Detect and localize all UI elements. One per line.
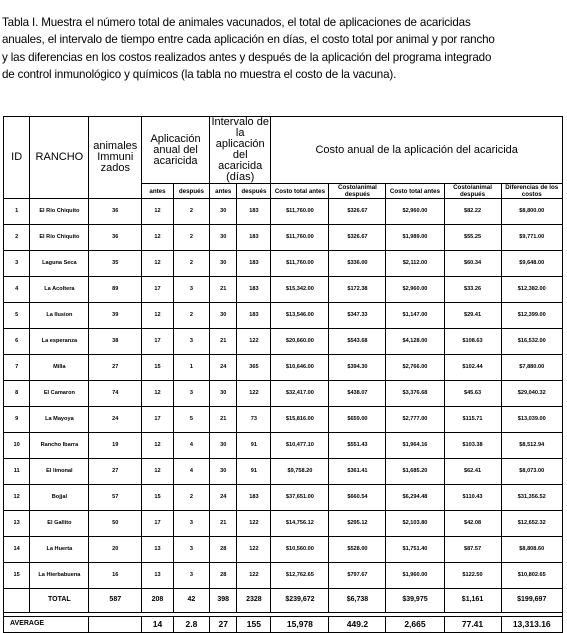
table-cell: $1,989.00: [386, 225, 444, 251]
table-cell: $1,685.20: [386, 459, 444, 485]
table-cell: $10,477.10: [271, 433, 329, 459]
table-cell: $4,128.00: [386, 329, 444, 355]
table-cell: 2328: [237, 589, 271, 613]
table-cell: $39,975: [386, 589, 444, 613]
table-cell: 27: [210, 617, 237, 633]
table-cell: 2.8: [173, 617, 209, 633]
table-cell: 30: [210, 251, 237, 277]
table-cell: 21: [210, 407, 237, 433]
table-cell: 21: [210, 329, 237, 355]
table-cell: 91: [237, 433, 271, 459]
table-cell: 4: [173, 433, 209, 459]
table-cell: 91: [237, 459, 271, 485]
table-cell: $45.63: [444, 381, 501, 407]
rancho-name-cell: Bojjal: [30, 485, 89, 511]
table-cell: $14,756.12: [271, 511, 329, 537]
table-cell: 2: [173, 251, 209, 277]
table-cell: 365: [237, 355, 271, 381]
table-cell: $10,802.65: [501, 563, 563, 589]
table-cell: $37,651.00: [271, 485, 329, 511]
table-cell: 3: [173, 381, 209, 407]
table-cell: $2,960.00: [386, 199, 444, 225]
table-cell: $6,294.48: [386, 485, 444, 511]
table-cell: 13: [142, 563, 174, 589]
table-cell: 183: [237, 225, 271, 251]
table-cell: 28: [210, 563, 237, 589]
table-cell: 15: [142, 485, 174, 511]
table-row: [4, 355, 563, 381]
table-cell: 74: [89, 381, 142, 407]
table-cell: $1,964.16: [386, 433, 444, 459]
table-cell: $199,697: [501, 589, 563, 613]
table-cell: 3: [173, 511, 209, 537]
table-cell: $32,417.00: [271, 381, 329, 407]
table-cell: $9,771.00: [501, 225, 563, 251]
table-cell: 12: [142, 225, 174, 251]
table-cell: $172.38: [329, 277, 386, 303]
table-cell: $16,532.00: [501, 329, 563, 355]
table-cell: 14: [4, 537, 30, 563]
table-cell: $11,760.00: [271, 225, 329, 251]
table-cell: $7,880.00: [501, 355, 563, 381]
table-cell: $239,672: [271, 589, 329, 613]
table-cell: $115.71: [444, 407, 501, 433]
table-cell: $2,777.00: [386, 407, 444, 433]
table-cell: 2,665: [386, 617, 444, 633]
table-cell: $29,040.32: [501, 381, 563, 407]
subheader-despues: después: [173, 184, 209, 199]
table-cell: 3: [4, 251, 30, 277]
table-cell: 155: [237, 617, 271, 633]
table-cell: 3: [173, 563, 209, 589]
rancho-name-cell: El limonal: [30, 459, 89, 485]
table-caption: [2, 14, 564, 83]
table-cell: $8,800.00: [501, 199, 563, 225]
table-cell: $361.41: [329, 459, 386, 485]
table-cell: 30: [210, 199, 237, 225]
table-cell: $326.67: [329, 225, 386, 251]
caption-line: Tabla I. Muestra el número total de animales vacunados, el total de aplicaciones de acaricidas: [2, 16, 471, 29]
table-cell: 42: [173, 589, 209, 613]
table-cell: 17: [142, 277, 174, 303]
table-cell: $12,762.65: [271, 563, 329, 589]
table-cell: $12,382.00: [501, 277, 563, 303]
subheader-costo-animal-despues: Costo/animal después: [444, 184, 501, 199]
average-row: [4, 617, 563, 633]
table-cell: 21: [210, 511, 237, 537]
table-cell: $29.41: [444, 303, 501, 329]
table-cell: $1,960.00: [386, 563, 444, 589]
table-cell: 20: [89, 537, 142, 563]
table-cell: $8,073.00: [501, 459, 563, 485]
subheader-despues: después: [237, 184, 271, 199]
table-cell: 183: [237, 251, 271, 277]
table-cell: $55.25: [444, 225, 501, 251]
table-cell: 2: [173, 303, 209, 329]
table-cell: 30: [210, 225, 237, 251]
table-cell: $110.43: [444, 485, 501, 511]
table-cell: $326.67: [329, 199, 386, 225]
table-cell: $12,652.32: [501, 511, 563, 537]
table-cell: 5: [4, 303, 30, 329]
table-cell: [4, 589, 30, 613]
table-cell: 5: [173, 407, 209, 433]
table-cell: $122.50: [444, 563, 501, 589]
table-cell: $543.68: [329, 329, 386, 355]
header-aplicacion: Aplicación anual del acaricida: [142, 117, 210, 184]
table-cell: 208: [142, 589, 174, 613]
table-cell: 122: [237, 563, 271, 589]
subheader-antes: antes: [210, 184, 237, 199]
table-cell: 12: [4, 485, 30, 511]
table-cell: 2: [173, 225, 209, 251]
table-cell: $6,738: [329, 589, 386, 613]
table-cell: $551.43: [329, 433, 386, 459]
table-cell: $11,760.00: [271, 199, 329, 225]
table-cell: 30: [210, 303, 237, 329]
table-cell: $15,816.00: [271, 407, 329, 433]
table-cell: 12: [142, 199, 174, 225]
table-cell: $60.34: [444, 251, 501, 277]
rancho-name-cell: El Gallito: [30, 511, 89, 537]
table-cell: 39: [89, 303, 142, 329]
table-cell: $11,760.00: [271, 251, 329, 277]
table-cell: 17: [142, 511, 174, 537]
table-row: [4, 459, 563, 485]
table-cell: $13,546.00: [271, 303, 329, 329]
rancho-name-cell: La Acoltera: [30, 277, 89, 303]
table-cell: $1,147.00: [386, 303, 444, 329]
table-cell: $108.63: [444, 329, 501, 355]
rancho-name-cell: La Ilusion: [30, 303, 89, 329]
table-cell: 30: [210, 459, 237, 485]
table-cell: 24: [210, 355, 237, 381]
table-cell: 73: [237, 407, 271, 433]
table-cell: $2,766.00: [386, 355, 444, 381]
table-cell: 13,313.16: [501, 617, 563, 633]
table-cell: 77.41: [444, 617, 501, 633]
table-cell: 24: [89, 407, 142, 433]
caption-line: y las diferencias en los costos realizados antes y después de la aplicación del programa integrado: [2, 50, 492, 64]
table-cell: 11: [4, 459, 30, 485]
table-cell: 17: [142, 407, 174, 433]
table-cell: $2,112.00: [386, 251, 444, 277]
table-cell: 122: [237, 381, 271, 407]
table-cell: 8: [4, 381, 30, 407]
table-row: [4, 511, 563, 537]
rancho-name-cell: El Camaron: [30, 381, 89, 407]
rancho-name-cell: La Huerta: [30, 537, 89, 563]
table-cell: $33.26: [444, 277, 501, 303]
table-cell: 38: [89, 329, 142, 355]
table-cell: 30: [210, 381, 237, 407]
caption-line: de control inmunológico y químicos (la tabla no muestra el costo de la vacuna).: [2, 67, 397, 81]
table-cell: 19: [89, 433, 142, 459]
table-cell: $42.08: [444, 511, 501, 537]
rancho-name-cell: La esperanza: [30, 329, 89, 355]
table-row: [4, 303, 563, 329]
table-cell: $2,960.00: [386, 277, 444, 303]
table-cell: 15: [142, 355, 174, 381]
table-cell: 1: [173, 355, 209, 381]
table-row: [4, 381, 563, 407]
table-cell: 1: [4, 199, 30, 225]
subheader-antes: antes: [142, 184, 174, 199]
table-cell: 89: [89, 277, 142, 303]
table-cell: 27: [89, 459, 142, 485]
table-cell: $659.00: [329, 407, 386, 433]
table-cell: $10,560.00: [271, 537, 329, 563]
table-cell: 4: [173, 459, 209, 485]
table-cell: $82.22: [444, 199, 501, 225]
header-costo: Costo anual de la aplicación del acaricida: [271, 117, 563, 184]
subheader-diferencias: Diferencias de los costos: [501, 184, 563, 199]
subheader-costo-total-antes: Costo total antes: [386, 184, 444, 199]
table-cell: $1,161: [444, 589, 501, 613]
table-row: [4, 225, 563, 251]
table-cell: 6: [4, 329, 30, 355]
total-row: [4, 589, 563, 613]
table-row: [4, 199, 563, 225]
table-row: [4, 407, 563, 433]
table-row: [4, 251, 563, 277]
table-cell: $660.54: [329, 485, 386, 511]
table-cell: 28: [210, 537, 237, 563]
table-row: [4, 485, 563, 511]
table-cell: 183: [237, 199, 271, 225]
table-cell: 2: [4, 225, 30, 251]
table-cell: [89, 617, 142, 633]
table-cell: 57: [89, 485, 142, 511]
table-cell: $62.41: [444, 459, 501, 485]
table-cell: 449.2: [329, 617, 386, 633]
table-row: [4, 563, 563, 589]
table-cell: $13,039.00: [501, 407, 563, 433]
table-cell: $10,646.00: [271, 355, 329, 381]
table-cell: 15,978: [271, 617, 329, 633]
table-cell: 12: [142, 459, 174, 485]
table-cell: $2,103.80: [386, 511, 444, 537]
rancho-name-cell: El Río Chiquito: [30, 199, 89, 225]
table-cell: 36: [89, 225, 142, 251]
table-cell: 183: [237, 303, 271, 329]
table-cell: $20,660.00: [271, 329, 329, 355]
table-cell: 183: [237, 277, 271, 303]
table-cell: 12: [142, 433, 174, 459]
vaccination-cost-table: [3, 116, 563, 633]
table-cell: $394.30: [329, 355, 386, 381]
rancho-name-cell: La Mayoya: [30, 407, 89, 433]
subheader-costo-animal-despues: Costo/animal después: [329, 184, 386, 199]
table-cell: 4: [4, 277, 30, 303]
header-intervalo: Intervalo de la aplicación del acaricida (días): [211, 116, 269, 183]
table-cell: $3,376.68: [386, 381, 444, 407]
table-cell: $103.38: [444, 433, 501, 459]
table-cell: $1,751.40: [386, 537, 444, 563]
table-cell: 16: [89, 563, 142, 589]
table-cell: $347.33: [329, 303, 386, 329]
header-id: ID: [4, 117, 30, 199]
header-rancho: RANCHO: [30, 117, 89, 199]
table-cell: 21: [210, 277, 237, 303]
table-cell: 50: [89, 511, 142, 537]
table-cell: 2: [173, 485, 209, 511]
table-cell: 122: [237, 329, 271, 355]
table-cell: 3: [173, 277, 209, 303]
caption-line: anuales, el intervalo de tiempo entre cada aplicación en días, el costo total por animal y por rancho: [2, 33, 495, 47]
table-cell: $528.00: [329, 537, 386, 563]
table-cell: $336.00: [329, 251, 386, 277]
table-cell: 398: [210, 589, 237, 613]
subheader-costo-total-antes: Costo total antes: [271, 184, 329, 199]
table-cell: 12: [142, 251, 174, 277]
table-cell: $12,399.00: [501, 303, 563, 329]
table-cell: 14: [142, 617, 174, 633]
table-cell: 12: [142, 303, 174, 329]
table-cell: 17: [142, 329, 174, 355]
table-cell: $102.44: [444, 355, 501, 381]
table-cell: $9,758.20: [271, 459, 329, 485]
table-row: [4, 433, 563, 459]
table-row: [4, 277, 563, 303]
table-cell: $15,342.00: [271, 277, 329, 303]
average-label: AVERAGE: [4, 617, 89, 633]
table-cell: 10: [4, 433, 30, 459]
rancho-name-cell: Rancho Ibarra: [30, 433, 89, 459]
table-row: [4, 329, 563, 355]
table-cell: $797.67: [329, 563, 386, 589]
table-cell: 2: [173, 199, 209, 225]
table-cell: 587: [89, 589, 142, 613]
rancho-name-cell: Milla: [30, 355, 89, 381]
table-cell: 7: [4, 355, 30, 381]
table-cell: 15: [4, 563, 30, 589]
table-cell: $87.57: [444, 537, 501, 563]
table-cell: 36: [89, 199, 142, 225]
rancho-name-cell: El Río Chiquito: [30, 225, 89, 251]
table-cell: 122: [237, 537, 271, 563]
table-cell: $438.07: [329, 381, 386, 407]
table-cell: $8,808.60: [501, 537, 563, 563]
table-cell: 13: [142, 537, 174, 563]
table-cell: 3: [173, 329, 209, 355]
table-cell: $31,356.52: [501, 485, 563, 511]
table-cell: 13: [4, 511, 30, 537]
table-cell: $295.12: [329, 511, 386, 537]
table-cell: 9: [4, 407, 30, 433]
header-animales: animales Immuni zados: [89, 117, 142, 199]
table-cell: 35: [89, 251, 142, 277]
rancho-name-cell: Laguna Seca: [30, 251, 89, 277]
table-cell: 24: [210, 485, 237, 511]
table-cell: 30: [210, 433, 237, 459]
table-cell: 183: [237, 485, 271, 511]
table-cell: $8,512.94: [501, 433, 563, 459]
table-cell: 122: [237, 511, 271, 537]
table-cell: 27: [89, 355, 142, 381]
table-cell: 12: [142, 381, 174, 407]
table-row: [4, 537, 563, 563]
table-cell: 3: [173, 537, 209, 563]
table-cell: $9,648.00: [501, 251, 563, 277]
table-cell: TOTAL: [30, 589, 89, 613]
rancho-name-cell: La Hierbabuena: [30, 563, 89, 589]
